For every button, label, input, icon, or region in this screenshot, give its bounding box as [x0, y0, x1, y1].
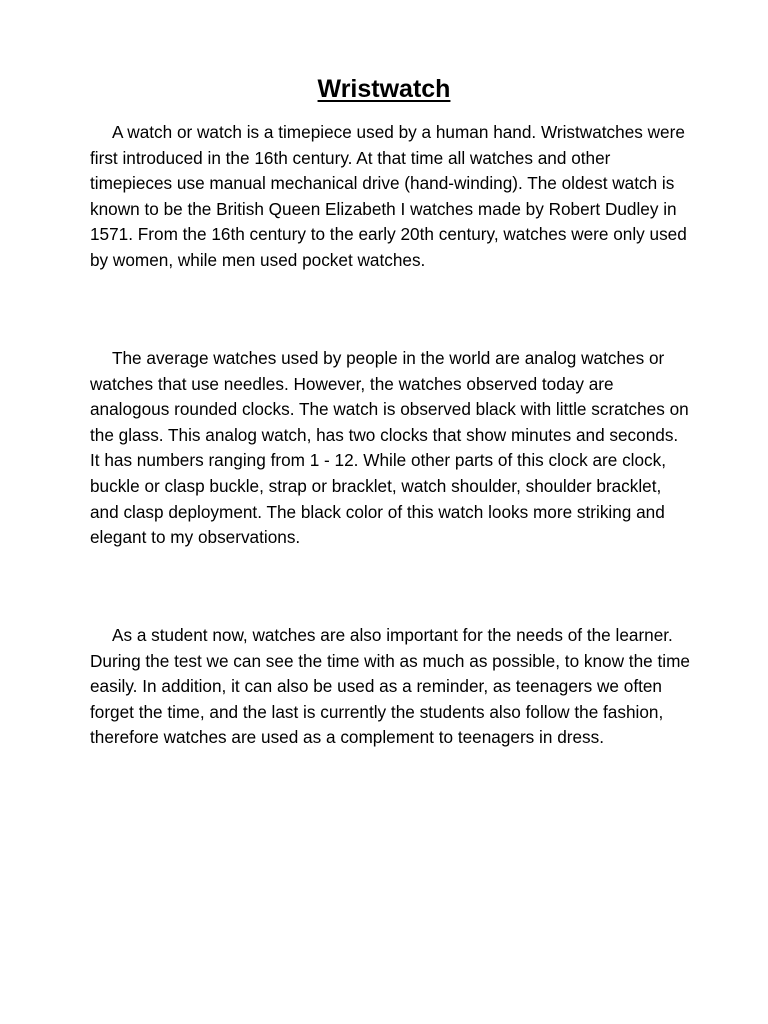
paragraph-student-use: As a student now, watches are also important for the needs of the learner. During the test we can see the time with as much as possible, to know the time easily. In addition, it can also be used as a reminder, as teenagers we often forget the time, and the last is currently the students also follow the fashion, therefore watches are used as a complement to teenagers in dress.	[90, 625, 690, 748]
paragraph-history: A watch or watch is a timepiece used by a human hand. Wristwatches were first introduced in the 16th century. At that time all watches and other timepieces use manual mechanical drive (hand-winding). The oldest watch is known to be the British Queen Elizabeth I watches made by Robert Dudley in 1571. From the 16th century to the early 20th century, watches were only used by women, while men used pocket watches.	[90, 122, 687, 270]
paragraph-description: The average watches used by people in the world are analog watches or watches that use needles. However, the watches observed today are analogous rounded clocks. The watch is observed black with little scratches on the glass. This analog watch, has two clocks that show minutes and seconds. It has numbers ranging from 1 - 12. While other parts of this clock are clock, buckle or clasp buckle, strap or bracklet, watch shoulder, shoulder bracklet, and clasp deployment. The black color of this watch looks more striking and elegant to my observations.	[90, 348, 689, 548]
document-title-text: Wristwatch	[317, 75, 451, 103]
document-title	[0, 73, 768, 105]
